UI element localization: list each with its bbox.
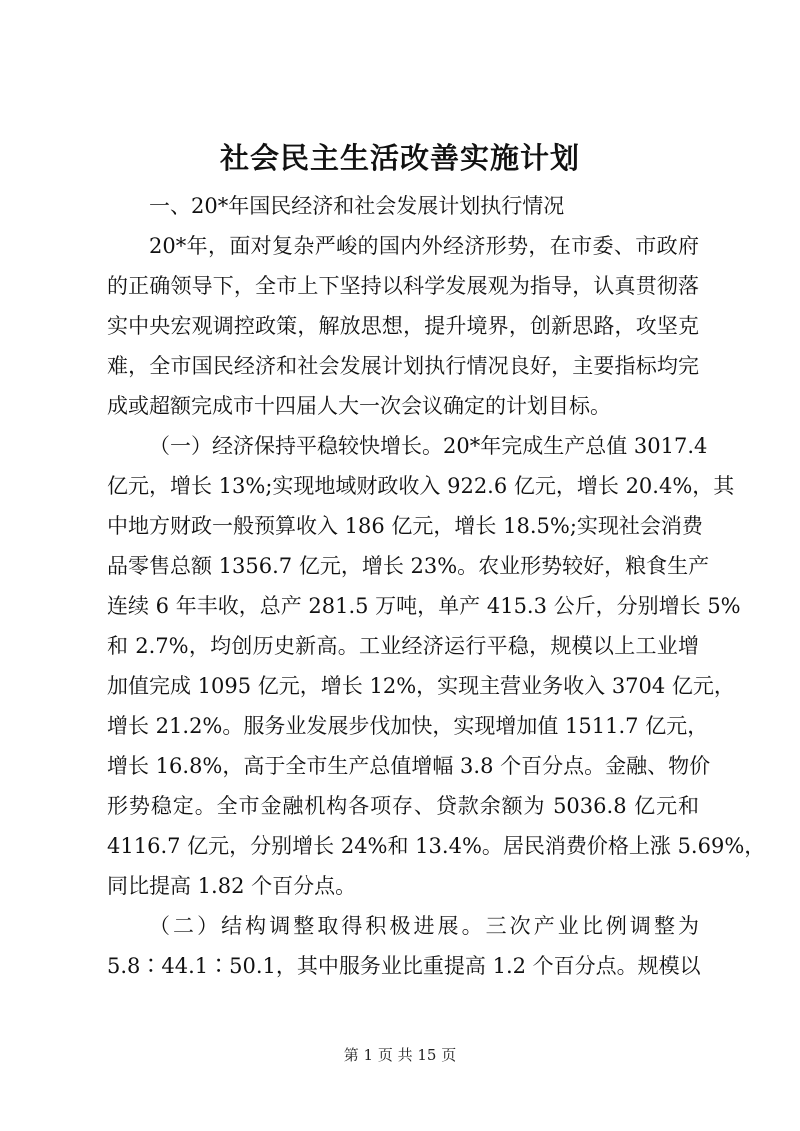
paragraph-line: 成或超额完成市十四届人大一次会议确定的计划目标。 xyxy=(107,394,611,418)
paragraph-line: 加值完成 1095 亿元，增长 12%，实现主营业务收入 3704 亿元， xyxy=(107,674,735,698)
paragraph-line: 形势稳定。全市金融机构各项存、贷款余额为 5036.8 亿元和 xyxy=(107,794,699,818)
paragraph-line: 5.8∶44.1∶50.1，其中服务业比重提高 1.2 个百分点。规模以 xyxy=(107,954,701,978)
paragraph-line: 增长 21.2%。服务业发展步伐加快，实现增加值 1511.7 亿元， xyxy=(107,714,709,738)
paragraph-line: 难，全市国民经济和社会发展计划执行情况良好，主要指标均完 xyxy=(107,354,699,378)
document-title: 社会民主生活改善实施计划 xyxy=(219,141,580,175)
paragraph-line: 实中央宏观调控政策，解放思想，提升境界，创新思路，攻坚克 xyxy=(107,314,699,338)
document-body xyxy=(107,186,766,986)
paragraph-line: 同比提高 1.82 个百分点。 xyxy=(107,874,357,898)
paragraph-line: 中地方财政一般预算收入 186 亿元，增长 18.5%;实现社会消费 xyxy=(107,514,703,538)
paragraph-line: 亿元，增长 13%;实现地域财政收入 922.6 亿元，增长 20.4%，其 xyxy=(107,474,735,498)
paragraph-line: （二）结构调整取得积极进展。三次产业比例调整为 xyxy=(149,914,699,938)
paragraph-line: 和 2.7%，均创历史新高。工业经济运行平稳，规模以上工业增 xyxy=(107,634,699,658)
paragraph-line: 连续 6 年丰收，总产 281.5 万吨，单产 415.3 公斤，分别增长 5% xyxy=(107,594,741,618)
section-heading: 一、20*年国民经济和社会发展计划执行情况 xyxy=(149,194,565,218)
paragraph-line: （一）经济保持平稳较快增长。20*年完成生产总值 3017.4 xyxy=(149,434,708,458)
page-footer: 第 1 页 共 15 页 xyxy=(343,1046,457,1064)
paragraph-line: 4116.7 亿元，分别增长 24%和 13.4%。居民消费价格上涨 5.69%， xyxy=(107,834,766,858)
paragraph-line: 的正确领导下，全市上下坚持以科学发展观为指导，认真贯彻落 xyxy=(107,274,699,298)
paragraph-line: 20*年，面对复杂严峻的国内外经济形势，在市委、市政府 xyxy=(149,234,699,258)
paragraph-line: 品零售总额 1356.7 亿元，增长 23%。农业形势较好，粮食生产 xyxy=(107,554,710,578)
paragraph-line: 增长 16.8%，高于全市生产总值增幅 3.8 个百分点。金融、物价 xyxy=(107,754,711,778)
